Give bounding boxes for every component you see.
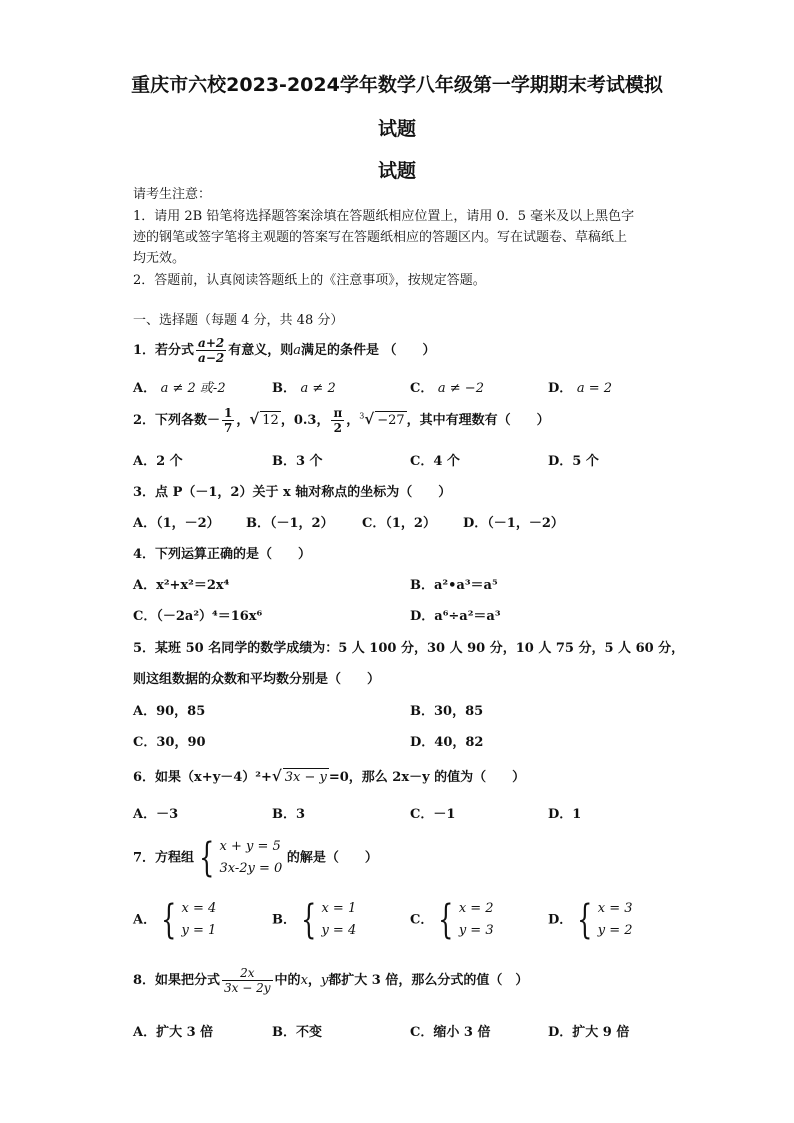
notice-heading: 请考生注意： xyxy=(133,187,212,202)
q7-c-eq2: y = 3 xyxy=(458,923,494,938)
q2-sep-1: ， xyxy=(236,413,250,428)
q7-c-eq1: x = 2 xyxy=(458,901,494,916)
q1-middle: 有意义，则 xyxy=(228,343,294,358)
q6-option-a: A．－3 xyxy=(133,807,179,822)
q8-denominator: 3x − 2y xyxy=(224,981,271,995)
q8-option-b: B．不变 xyxy=(272,1025,322,1040)
q2-prefix: 2．下列各数－ xyxy=(133,413,221,428)
q2-f1-num: 1 xyxy=(224,406,233,420)
q7-d-label: D． xyxy=(548,912,573,928)
q1-denominator: a−2 xyxy=(198,351,225,365)
q7-b-label: B． xyxy=(272,912,296,928)
question-2-stem xyxy=(133,406,550,435)
q7-option-d xyxy=(548,898,633,942)
q2-f2-den: 2 xyxy=(333,421,343,435)
q7-suffix: 的解是（ ） xyxy=(286,850,378,866)
q7-d-eq1: x = 3 xyxy=(597,901,633,916)
q7-option-b xyxy=(272,898,356,942)
q3-option-d: D．（－1，－2） xyxy=(463,516,564,531)
radical-sign: √ xyxy=(249,410,260,428)
q7-a-system xyxy=(182,898,217,942)
q8-suffix: 都扩大 3 倍，那么分式的值（ ） xyxy=(328,973,529,988)
q8-var-x: x xyxy=(300,973,308,988)
q1-numerator: a+2 xyxy=(198,336,225,350)
q8-var-y: y xyxy=(320,973,329,988)
q2-sqrt: 12 xyxy=(262,413,279,428)
q2-option-a: A．2 个 xyxy=(133,454,183,469)
question-7-stem xyxy=(133,836,378,880)
q8-sep: ， xyxy=(307,973,321,988)
question-8-stem xyxy=(133,966,528,995)
brace-icon: { xyxy=(199,835,215,881)
page-title-line2: 试题 xyxy=(377,118,416,140)
q8-numerator: 2x xyxy=(222,966,273,981)
q2-middle: ，0.3， xyxy=(280,413,330,428)
q2-option-b: B．3 个 xyxy=(272,454,323,469)
q2-suffix: ，其中有理数有（ ） xyxy=(406,413,550,428)
q8-prefix: 8．如果把分式 xyxy=(133,973,221,988)
q6-option-b: B．3 xyxy=(272,807,306,822)
radical-sign: √ xyxy=(271,767,282,785)
q6-sqrt: 3x − y xyxy=(284,770,327,785)
q2-cbrt: −27 xyxy=(377,413,405,428)
q7-option-a xyxy=(133,898,216,942)
q2-fraction-2 xyxy=(331,406,344,435)
q8-option-d: D．扩大 9 倍 xyxy=(548,1025,630,1040)
section-heading: 一、选择题（每题 4 分，共 48 分） xyxy=(133,313,344,328)
page-title-line3: 试题 xyxy=(377,160,416,182)
q8-option-c: C．缩小 3 倍 xyxy=(410,1025,491,1040)
q3-option-b: B．（－1，2） xyxy=(246,516,334,531)
q2-option-d: D．5 个 xyxy=(548,454,599,469)
q5-option-a: A．90，85 xyxy=(133,704,206,719)
page-title-line1: 重庆市六校2023-2024学年数学八年级第一学期期末考试模拟 xyxy=(131,74,663,96)
q1-variable: a xyxy=(293,343,302,358)
q7-c-label: C． xyxy=(410,912,434,928)
q7-a-eq1: x = 4 xyxy=(181,901,217,916)
q1-a-value: a ≠ 2 或-2 xyxy=(160,381,226,396)
q4-option-d: D．a⁶÷a²＝a³ xyxy=(410,609,501,624)
q1-option-a xyxy=(133,380,226,398)
q4-option-b: B．a²•a³＝a⁵ xyxy=(410,578,498,593)
question-5-stem-2: 则这组数据的众数和平均数分别是（ ） xyxy=(133,672,381,687)
q1-c-label: C． xyxy=(410,381,434,396)
q6-option-d: D．1 xyxy=(548,807,582,822)
q2-f1-den: 7 xyxy=(224,421,233,435)
q6-suffix: =0，那么 2x－y 的值为（ ） xyxy=(328,770,526,785)
q3-option-c: C．（1，2） xyxy=(362,516,436,531)
q7-b-eq1: x = 1 xyxy=(321,901,357,916)
notice-line-4: 2．答题前，认真阅读答题纸上的《注意事项》，按规定答题。 xyxy=(133,273,486,288)
q7-a-eq2: y = 1 xyxy=(181,923,217,938)
q7-d-system xyxy=(598,898,633,942)
q1-option-c xyxy=(410,380,484,398)
q1-a-label: A． xyxy=(133,381,157,396)
q1-option-d xyxy=(548,380,612,398)
q1-fraction xyxy=(196,336,226,365)
q7-option-c xyxy=(410,898,494,942)
brace-icon: { xyxy=(577,897,593,943)
q6-option-c: C．－1 xyxy=(410,807,456,822)
q1-b-label: B． xyxy=(272,381,296,396)
notice-line-1: 1．请用 2B 铅笔将选择题答案涂填在答题纸相应位置上，请用 0．5 毫米及以上黑色字 xyxy=(133,209,635,224)
q1-prefix: 1．若分式 xyxy=(133,343,195,358)
q5-option-c: C．30，90 xyxy=(133,735,206,750)
q5-option-b: B．30，85 xyxy=(410,704,484,719)
q7-c-system xyxy=(459,898,494,942)
q2-option-c: C．4 个 xyxy=(410,454,460,469)
q2-sep-2: ， xyxy=(346,413,360,428)
q6-prefix: 6．如果（x+y－4）²+ xyxy=(133,770,272,785)
question-6-stem xyxy=(133,767,525,787)
q7-b-system xyxy=(321,898,356,942)
q7-eq-1: x + y = 5 xyxy=(219,839,281,854)
q7-d-eq2: y = 2 xyxy=(597,923,633,938)
q7-prefix: 7．方程组 xyxy=(133,850,195,866)
question-3-stem: 3．点 P（－1，2）关于 x 轴对称点的坐标为（ ） xyxy=(133,485,452,500)
q7-b-eq2: y = 4 xyxy=(321,923,357,938)
q2-cbrt-index: 3 xyxy=(359,411,365,421)
q3-option-a: A．（1，－2） xyxy=(133,516,220,531)
q8-fraction xyxy=(222,966,273,995)
q2-f2-num: π xyxy=(333,406,343,420)
q8-middle: 中的 xyxy=(274,973,301,988)
q1-suffix: 满足的条件是 （ ） xyxy=(301,343,436,358)
notice-line-3: 均无效。 xyxy=(133,251,186,266)
q1-b-value: a ≠ 2 xyxy=(300,381,336,396)
q1-c-value: a ≠ −2 xyxy=(437,381,484,396)
brace-icon: { xyxy=(301,897,317,943)
q4-option-c: C．（－2a²）⁴＝16x⁶ xyxy=(133,609,263,624)
q1-d-label: D． xyxy=(548,381,573,396)
q1-d-value: a = 2 xyxy=(576,381,612,396)
brace-icon: { xyxy=(438,897,454,943)
q4-option-a: A．x²+x²＝2x⁴ xyxy=(133,578,230,593)
notice-line-2: 迹的钢笔或签字笔将主观题的答案写在答题纸相应的答题区内。写在试题卷、草稿纸上 xyxy=(133,230,628,245)
q8-option-a: A．扩大 3 倍 xyxy=(133,1025,214,1040)
question-5-stem-1: 5．某班 50 名同学的数学成绩为：5 人 100 分，30 人 90 分，10 人 75 分，5 人 60 分， xyxy=(133,641,685,656)
q2-fraction-1 xyxy=(222,406,234,435)
q1-option-b xyxy=(272,380,336,398)
question-1-stem xyxy=(133,336,436,365)
q7-a-label: A． xyxy=(133,912,157,928)
question-4-stem: 4．下列运算正确的是（ ） xyxy=(133,547,312,562)
radical-sign: √ xyxy=(364,410,375,428)
q7-eq-2: 3x-2y = 0 xyxy=(219,861,283,876)
q5-option-d: D．40，82 xyxy=(410,735,484,750)
q7-system xyxy=(220,836,283,880)
brace-icon: { xyxy=(161,897,177,943)
